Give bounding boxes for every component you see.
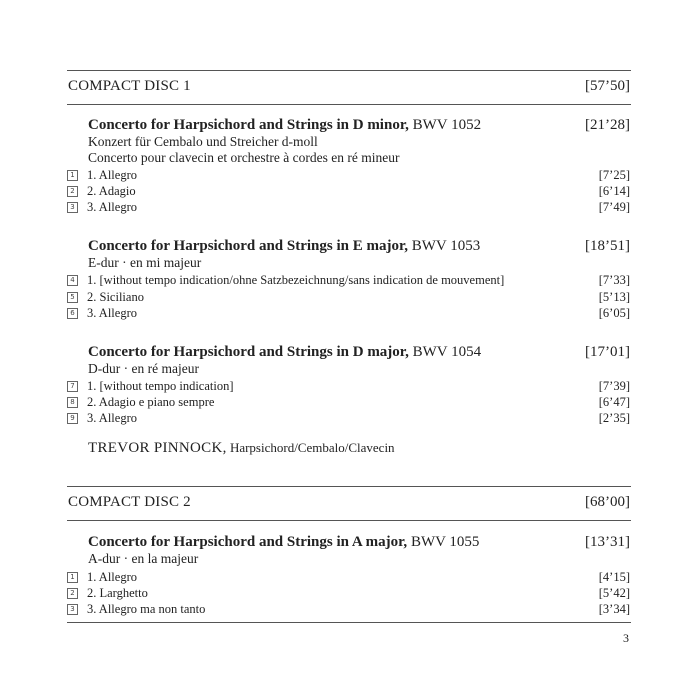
- track-row[interactable]: [67, 183, 630, 199]
- track-title: 1. Allegro: [87, 570, 137, 584]
- track-row[interactable]: [67, 585, 630, 601]
- track-number-box: 2: [67, 588, 78, 599]
- work-heading: [88, 533, 630, 551]
- disc-1-title: COMPACT DISC 1: [68, 78, 191, 94]
- track-number-box: 2: [67, 186, 78, 197]
- track-number-box: 3: [67, 604, 78, 615]
- disc-2-duration: [68’00]: [585, 494, 630, 510]
- track-title: 3. Allegro ma non tanto: [87, 602, 206, 616]
- work-heading: [88, 343, 630, 361]
- track-title: 2. Adagio: [87, 184, 136, 198]
- work-title: Concerto for Harpsichord and Strings in A major,: [88, 534, 408, 550]
- work-catalog: BWV 1053: [408, 238, 481, 254]
- track-number-box: 7: [67, 381, 78, 392]
- work-subtitle: E-dur · en mi majeur: [88, 255, 202, 270]
- work-subtitle: D-dur · en ré majeur: [88, 361, 199, 376]
- track-duration: [7’25]: [598, 168, 630, 182]
- work-title: Concerto for Harpsichord and Strings in E major,: [88, 238, 409, 254]
- track-number-box: 1: [67, 572, 78, 583]
- track-row[interactable]: [67, 167, 630, 183]
- work-bwv-1054: [88, 343, 630, 377]
- track-row[interactable]: [67, 410, 630, 426]
- work-catalog: BWV 1052: [408, 117, 482, 133]
- track-number-box: 9: [67, 413, 78, 424]
- track-title: 2. Adagio e piano sempre: [87, 395, 215, 409]
- track-duration: [5’42]: [598, 586, 630, 600]
- work-duration: [13’31]: [585, 534, 630, 550]
- track-duration: [2’35]: [598, 411, 630, 425]
- work-bwv-1055: [88, 533, 630, 567]
- divider: [67, 520, 631, 521]
- track-title: 2. Larghetto: [87, 586, 148, 600]
- work-subtitle-fr: Concerto pour clavecin et orchestre à cordes en ré mineur: [88, 150, 400, 165]
- track-number-box: 4: [67, 275, 78, 286]
- track-duration: [6’05]: [598, 306, 630, 320]
- disc-1-duration: [57’50]: [585, 78, 630, 94]
- track-title: 3. Allegro: [87, 200, 137, 214]
- track-row[interactable]: [67, 289, 630, 305]
- track-title: 2. Siciliano: [87, 290, 144, 304]
- work-subtitle-de: Konzert für Cembalo und Streicher d-moll: [88, 134, 318, 149]
- work-catalog: BWV 1055: [407, 534, 480, 550]
- track-row[interactable]: [67, 394, 630, 410]
- divider: [67, 486, 631, 487]
- work-catalog: BWV 1054: [408, 344, 482, 360]
- track-row[interactable]: [67, 378, 630, 394]
- track-number-box: 5: [67, 292, 78, 303]
- performer-role: Harpsichord/Cembalo/Clavecin: [226, 440, 395, 455]
- track-row[interactable]: [67, 305, 630, 321]
- work-subtitle: A-dur · en la majeur: [88, 551, 199, 566]
- disc-2-title: COMPACT DISC 2: [68, 494, 191, 510]
- track-number-box: 1: [67, 170, 78, 181]
- performer-name: TREVOR PINNOCK,: [88, 440, 227, 456]
- track-duration: [5’13]: [598, 290, 630, 304]
- track-duration: [6’14]: [598, 184, 630, 198]
- track-title: 1. Allegro: [87, 168, 137, 182]
- track-row[interactable]: [67, 569, 630, 585]
- track-row[interactable]: [67, 601, 630, 617]
- track-title: 3. Allegro: [87, 411, 137, 425]
- track-duration: [7’33]: [598, 273, 630, 287]
- divider: [67, 622, 631, 623]
- track-duration: [6’47]: [598, 395, 630, 409]
- page-number: 3: [623, 631, 629, 645]
- track-duration: [3’34]: [598, 602, 630, 616]
- work-bwv-1052: [88, 116, 630, 166]
- track-title: 1. [without tempo indication/ohne Satzbezeichnung/sans indication de mouvement]: [87, 273, 505, 287]
- track-title: 3. Allegro: [87, 306, 137, 320]
- performer-credit: [88, 440, 395, 457]
- track-duration: [7’49]: [598, 200, 630, 214]
- divider: [67, 70, 631, 71]
- work-duration: [18’51]: [585, 238, 630, 254]
- divider: [67, 104, 631, 105]
- track-number-box: 3: [67, 202, 78, 213]
- track-row[interactable]: [67, 272, 630, 288]
- track-duration: [4’15]: [598, 570, 630, 584]
- work-duration: [21’28]: [585, 117, 630, 133]
- track-duration: [7’39]: [598, 379, 630, 393]
- work-title: Concerto for Harpsichord and Strings in D minor,: [88, 117, 409, 133]
- work-title: Concerto for Harpsichord and Strings in D major,: [88, 344, 409, 360]
- track-row[interactable]: [67, 199, 630, 215]
- work-bwv-1053: [88, 237, 630, 271]
- track-number-box: 8: [67, 397, 78, 408]
- work-heading: [88, 237, 630, 255]
- work-heading: [88, 116, 630, 134]
- work-duration: [17’01]: [585, 344, 630, 360]
- track-title: 1. [without tempo indication]: [87, 379, 234, 393]
- track-number-box: 6: [67, 308, 78, 319]
